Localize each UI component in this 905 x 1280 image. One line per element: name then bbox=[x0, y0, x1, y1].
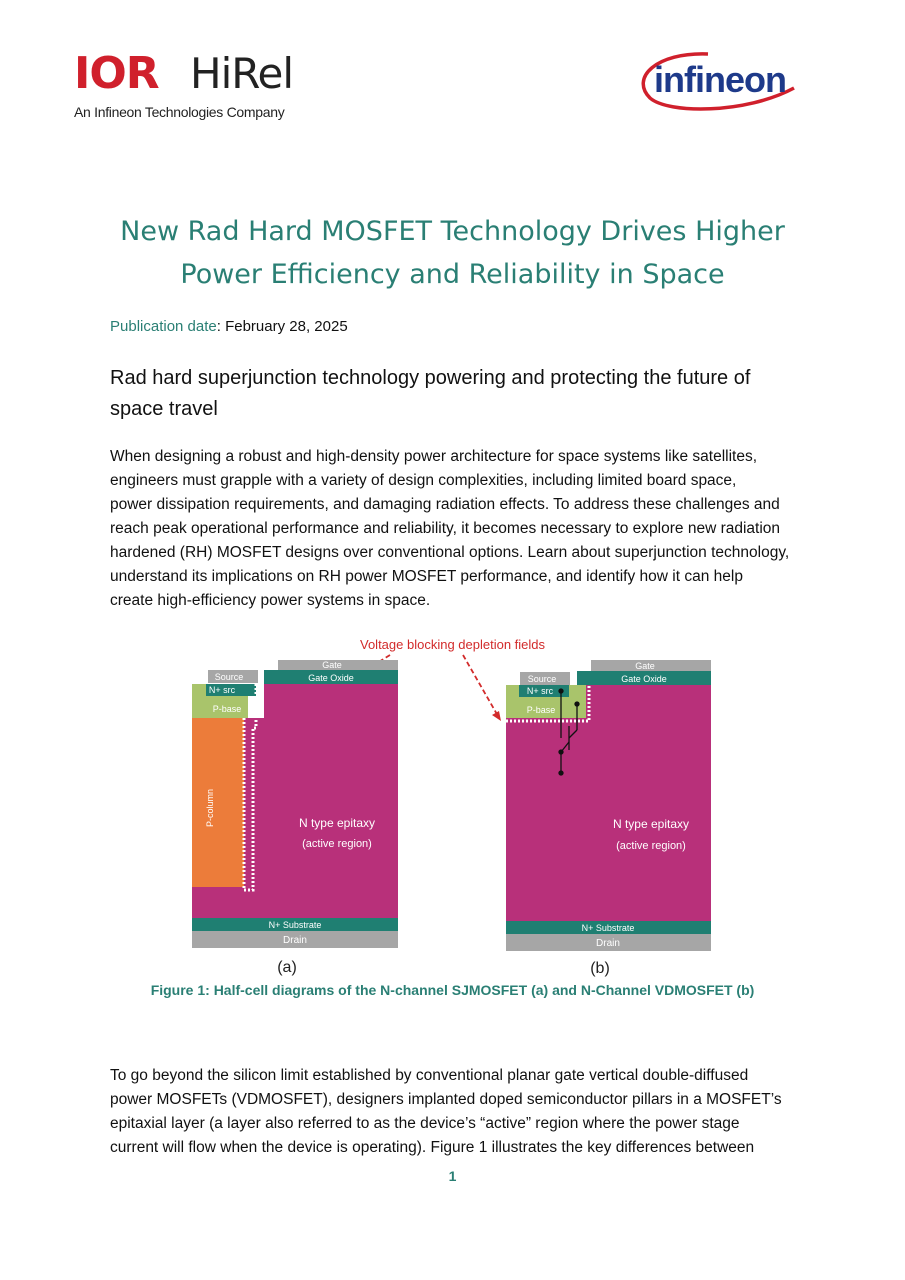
n-epi-b bbox=[506, 685, 711, 921]
subheading-line-2: space travel bbox=[110, 398, 218, 420]
infineon-logo-word: infineon bbox=[654, 59, 786, 100]
paragraph-line: To go beyond the silicon limit established by conventional planar gate vertical double-diffused bbox=[110, 1067, 749, 1084]
gate-a-label: Gate bbox=[322, 660, 342, 670]
subheading-line-1: Rad hard superjunction technology powering and protecting the future of bbox=[110, 367, 751, 389]
epi-a-label-2: (active region) bbox=[302, 838, 372, 850]
source-b-label: Source bbox=[527, 674, 557, 684]
subheading bbox=[110, 363, 800, 425]
p-column-a bbox=[192, 718, 244, 887]
paragraph-line: When designing a robust and high-density power architecture for space systems like satellites, bbox=[110, 448, 758, 465]
mosfet-half-cell-diagram bbox=[185, 628, 720, 978]
source-a-label: Source bbox=[214, 672, 244, 682]
callout-arrow-b bbox=[463, 655, 498, 716]
publication-date-value: : February 28, 2025 bbox=[216, 318, 348, 335]
paragraph-line: power dissipation requirements, and damaging radiation effects. To address these challenges and bbox=[110, 496, 780, 513]
infineon-logo bbox=[636, 48, 798, 118]
gate-oxide-b-label: Gate Oxide bbox=[621, 674, 667, 684]
paragraph-line: current will flow when the device is operating). Figure 1 illustrates the key differences between bbox=[110, 1139, 755, 1156]
diagram-b bbox=[506, 660, 711, 977]
paragraph-line: understand its implications on RH power MOSFET performance, and identify how it can help bbox=[110, 568, 743, 585]
paragraph-line: create high-efficiency power systems in space. bbox=[110, 592, 431, 609]
title-line-2: Power Efficiency and Reliability in Space bbox=[180, 259, 725, 290]
paragraph-line: hardened (RH) MOSFET designs over conventional options. Learn about superjunction technology, bbox=[110, 544, 790, 561]
drain-a-label: Drain bbox=[283, 935, 307, 946]
paragraph-line: epitaxial layer (a layer also referred to as the device’s “active” region where the power stage bbox=[110, 1115, 740, 1132]
paragraph-line: reach peak operational performance and reliability, it becomes necessary to explore new radiation bbox=[110, 520, 781, 537]
ir-hirel-logo bbox=[74, 48, 304, 124]
ir-logo-brand: HiRel bbox=[190, 49, 294, 98]
title-line-1: New Rad Hard MOSFET Technology Drives Higher bbox=[120, 216, 785, 247]
n-src-b-label: N+ src bbox=[526, 686, 554, 696]
mosfet-figure bbox=[185, 628, 720, 978]
drain-b-label: Drain bbox=[596, 938, 620, 949]
p-base-b-label: P-base bbox=[526, 705, 556, 715]
callout-label: Voltage blocking depletion fields bbox=[360, 637, 546, 652]
arrowhead-b-icon bbox=[492, 711, 501, 721]
p-column-a-label: P-column bbox=[205, 788, 215, 828]
diagram-a-label: (a) bbox=[277, 959, 297, 976]
gate-oxide-a-label: Gate Oxide bbox=[308, 673, 354, 683]
intro-paragraph bbox=[110, 445, 810, 613]
paragraph-line: engineers must grapple with a variety of design complexities, including limited board space, bbox=[110, 472, 737, 489]
page-number: 1 bbox=[448, 1168, 457, 1184]
publication-date bbox=[110, 318, 348, 335]
epi-a-label-1: N type epitaxy bbox=[298, 816, 376, 830]
paragraph-line: power MOSFETs (VDMOSFET), designers implanted doped semiconductor pillars in a MOSFET’s bbox=[110, 1091, 782, 1108]
publication-date-label: Publication date bbox=[110, 318, 217, 335]
epi-b-label-1: N type epitaxy bbox=[612, 817, 690, 831]
page-title bbox=[100, 210, 805, 296]
n-src-a-label: N+ src bbox=[208, 685, 236, 695]
gate-b-label: Gate bbox=[635, 661, 655, 671]
diagram-b-label: (b) bbox=[590, 960, 610, 977]
epi-b-label-2: (active region) bbox=[616, 840, 686, 852]
diagram-a bbox=[192, 660, 398, 976]
substrate-a-label: N+ Substrate bbox=[268, 920, 322, 930]
p-base-a-label: P-base bbox=[212, 704, 242, 714]
body-paragraph bbox=[110, 1064, 810, 1160]
figure-caption: Figure 1: Half-cell diagrams of the N-channel SJMOSFET (a) and N-Channel VDMOSFET (b) bbox=[150, 982, 755, 998]
ir-logo-tagline: An Infineon Technologies Company bbox=[74, 104, 285, 120]
substrate-b-label: N+ Substrate bbox=[581, 923, 635, 933]
ir-logo-mark: IOR bbox=[74, 48, 159, 99]
